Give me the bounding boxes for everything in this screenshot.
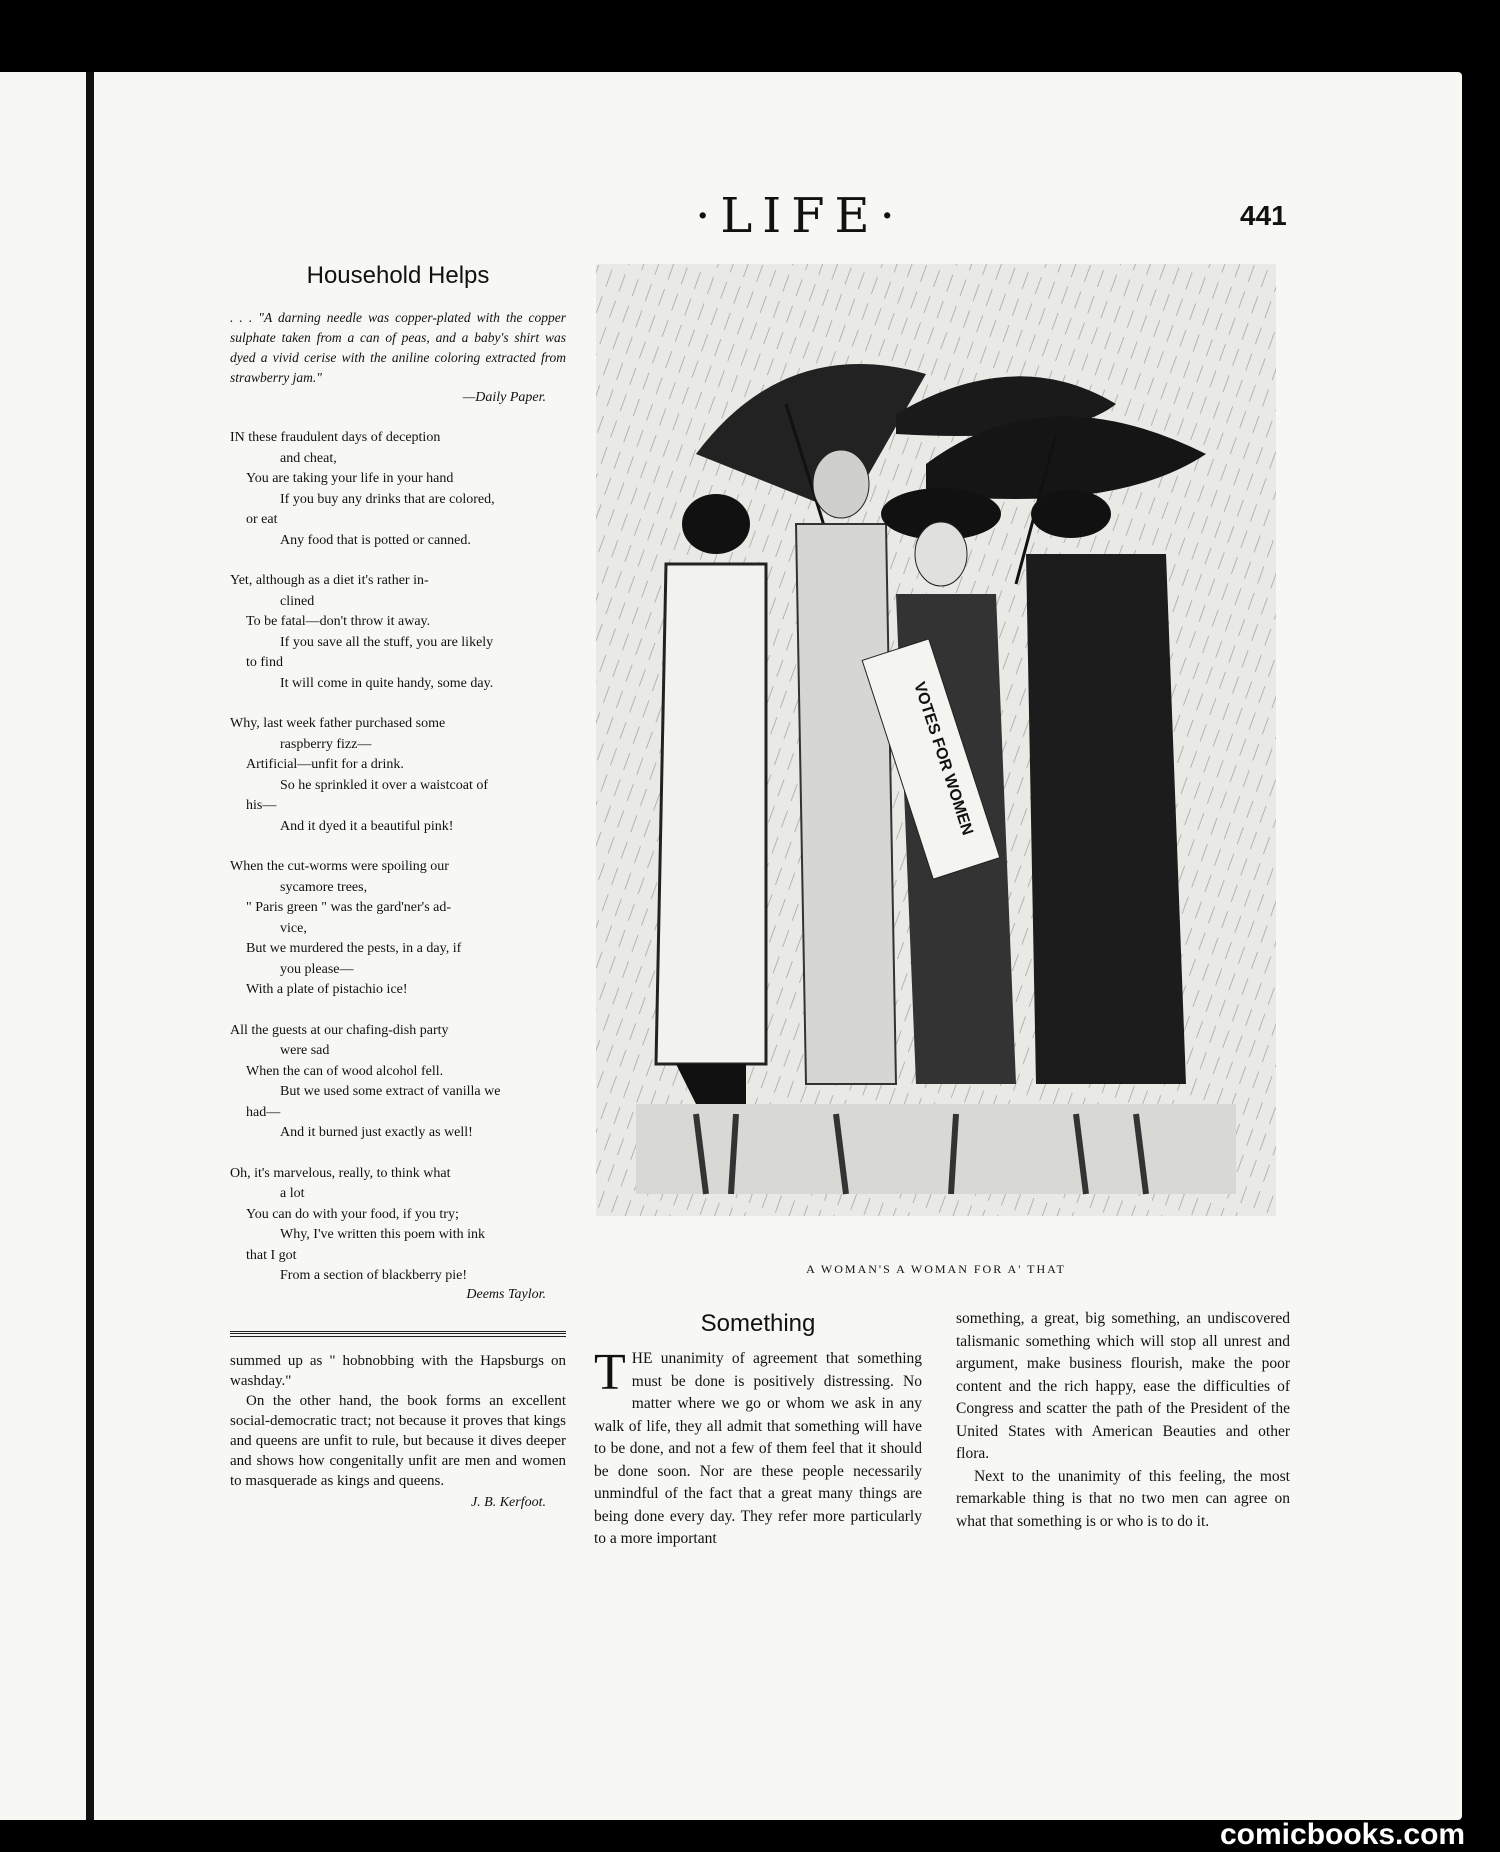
poem-stanza bbox=[230, 714, 566, 837]
poem-stanza bbox=[230, 428, 566, 551]
poem-line: " Paris green " was the gard'ner's ad- bbox=[246, 900, 452, 915]
poem-stanza bbox=[230, 857, 566, 1001]
poem-line: If you buy any drinks that are colored, bbox=[280, 491, 495, 507]
poem-line: vice, bbox=[280, 920, 307, 936]
poem-line: raspberry fizz— bbox=[280, 736, 372, 752]
poem-line: But we used some extract of vanilla we bbox=[280, 1084, 501, 1099]
poem-line: From a section of blackberry pie! bbox=[280, 1268, 467, 1283]
poem-line: Oh, it's marvelous, really, to think what bbox=[230, 1165, 451, 1181]
article-column-2 bbox=[956, 1308, 1290, 1533]
poem-line: and cheat, bbox=[280, 450, 337, 466]
poem-line: But we murdered the pests, in a day, if bbox=[246, 941, 462, 956]
masthead: ·LIFE· bbox=[695, 188, 905, 244]
poem-line: And it burned just exactly as well! bbox=[280, 1125, 473, 1140]
poem-line: You are taking your life in your hand bbox=[246, 471, 454, 486]
review-tail bbox=[230, 1351, 566, 1491]
cartoon-illustration bbox=[596, 264, 1276, 1216]
article-column-1 bbox=[594, 1310, 922, 1551]
poem-line: It will come in quite handy, some day. bbox=[280, 675, 494, 691]
illustration-caption: A WOMAN'S A WOMAN FOR A' THAT bbox=[806, 1262, 1066, 1276]
poem-stanzas bbox=[230, 428, 566, 1287]
man-in-dark-coat bbox=[1026, 554, 1186, 1084]
poem-line: You can do with your food, if you try; bbox=[246, 1206, 459, 1222]
poem-stanza bbox=[230, 1164, 566, 1287]
section-divider bbox=[230, 1331, 566, 1337]
article-title: Something bbox=[700, 1310, 816, 1337]
sash-label: VOTES FOR WOMEN bbox=[910, 679, 976, 838]
poem-line: Yet, although as a diet it's rather in- bbox=[230, 573, 429, 588]
poem-epigraph: . . . "A darning needle was copper-plated with the copper sulphate taken from a can of peas, and a baby's shirt was dyed a vivid cerise with the aniline coloring extracted from strawberry jam." bbox=[230, 310, 566, 385]
poem-author: Deems Taylor. bbox=[466, 1286, 546, 1302]
poem-stanza bbox=[230, 1021, 566, 1144]
poem-line: clined bbox=[280, 593, 315, 609]
poem-line: To be fatal—don't throw it away. bbox=[246, 614, 431, 629]
man-center bbox=[796, 524, 896, 1084]
poem-line: If you save all the stuff, you are likely bbox=[280, 634, 494, 650]
poem-line: With a plate of pistachio ice! bbox=[246, 982, 408, 997]
page-number: 441 bbox=[1240, 200, 1287, 231]
poem-line: his— bbox=[246, 798, 277, 813]
article-dropcap: T bbox=[594, 1344, 626, 1401]
article-body-col1: HE unanimity of agreement that something must be done is positively distressing. No matter where we go or whom we ask in any walk of life, they all admit that something will have to be done, and not a few of them feel that it should be done soon. Nor are these people necessarily unmindful of the fact that a great many things are being done every day. They refer more particularly to a more important bbox=[594, 1350, 922, 1547]
poem-line: that I got bbox=[246, 1247, 297, 1263]
poem-line: had— bbox=[246, 1104, 281, 1120]
review-author: J. B. Kerfoot. bbox=[470, 1494, 546, 1510]
poem-line: Any food that is potted or canned. bbox=[280, 532, 471, 548]
poem-line: Artificial—unfit for a drink. bbox=[246, 757, 404, 772]
hat-man-left bbox=[682, 494, 750, 554]
poem-line: you please— bbox=[280, 961, 354, 977]
site-watermark: comicbooks.com bbox=[1220, 1818, 1466, 1851]
poem-line: Why, last week father purchased some bbox=[230, 716, 446, 731]
poem-title: Household Helps bbox=[306, 262, 490, 289]
review-paragraph: summed up as " hobnobbing with the Hapsburgs on washday." bbox=[230, 1352, 566, 1389]
review-paragraph: On the other hand, the book forms an excellent social-democratic tract; not because it proves that kings and queens are unfit to rule, but because it dives deeper and shows how congenitally unfit are men and women to masquerade as kings and queens. bbox=[230, 1392, 566, 1489]
poem-line: were sad bbox=[280, 1043, 330, 1058]
poem-line: or eat bbox=[246, 512, 278, 527]
poem-line: So he sprinkled it over a waistcoat of bbox=[280, 777, 489, 793]
poem-line: sycamore trees, bbox=[280, 879, 368, 895]
poem-line: All the guests at our chafing-dish party bbox=[230, 1022, 449, 1038]
poem-line: to find bbox=[246, 655, 283, 670]
poem-line: IN these fraudulent days of deception bbox=[230, 430, 441, 445]
poem-stanza bbox=[230, 571, 566, 694]
article-paragraph: something, a great, big something, an undiscovered talismanic something which will stop all unrest and argument, make business flourish, make the poor content and the rich happy, ease the difficulties of Congress and scatter the path of the President of the United States with American Beauties and other flora. bbox=[956, 1310, 1290, 1462]
poem-line: And it dyed it a beautiful pink! bbox=[280, 818, 454, 834]
poem-line: a lot bbox=[280, 1186, 305, 1201]
article-paragraph: Next to the unanimity of this feeling, the most remarkable thing is that no two men can agree on what that something is or who is to do it. bbox=[956, 1467, 1290, 1530]
poem-line: When the cut-worms were spoiling our bbox=[230, 859, 449, 874]
poem-line: When the can of wood alcohol fell. bbox=[246, 1063, 444, 1079]
umbrella-scene-drawing bbox=[596, 264, 1276, 1216]
man-in-light-coat bbox=[656, 564, 766, 1064]
epigraph-source: —Daily Paper. bbox=[462, 390, 546, 405]
page-gutter bbox=[86, 72, 94, 1820]
poem-line: Why, I've written this poem with ink bbox=[280, 1227, 485, 1242]
left-column bbox=[230, 262, 566, 1511]
